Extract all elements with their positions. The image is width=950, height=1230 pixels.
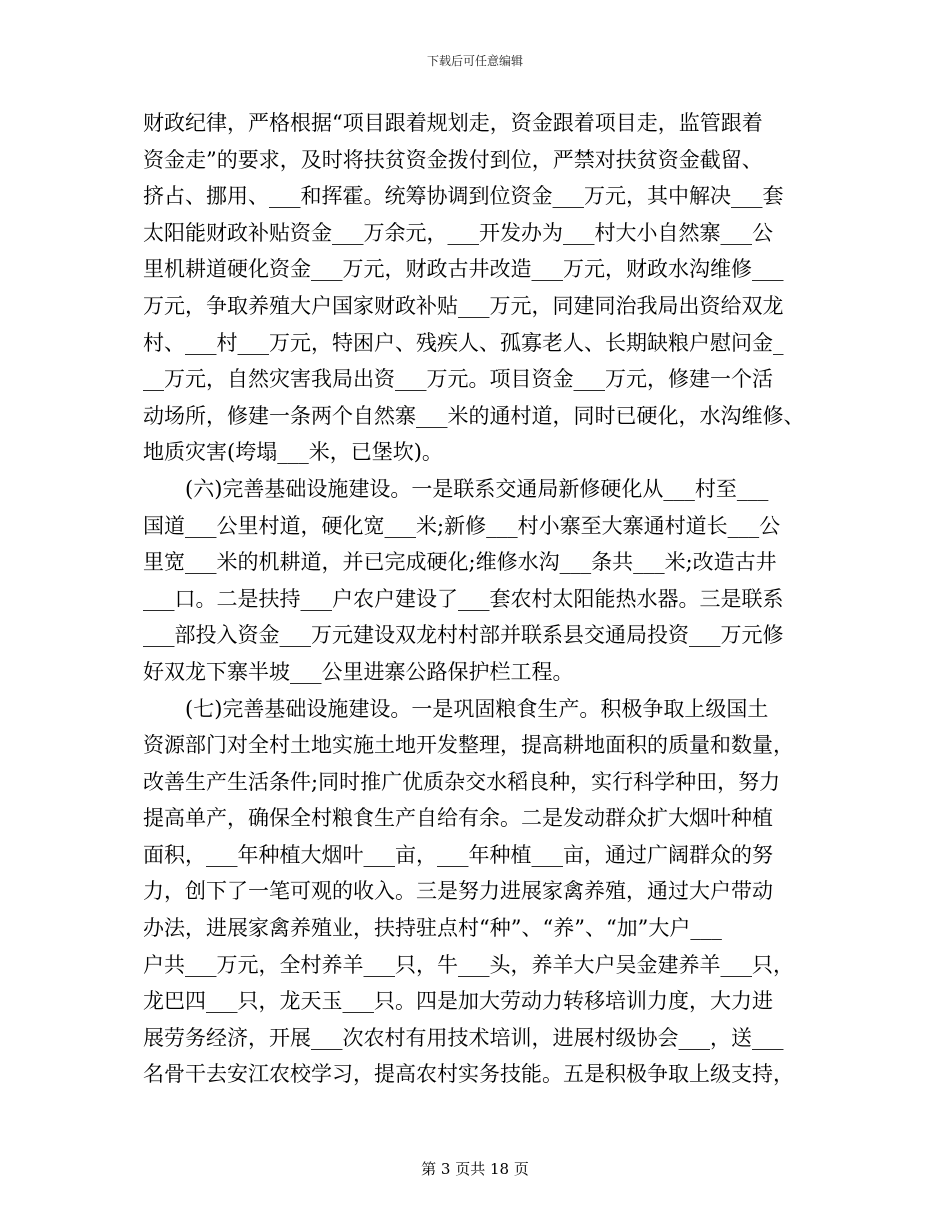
document-body	[143, 105, 821, 1093]
text-line: 财政纪律，严格根据“项目跟着规划走，资金跟着项目走，监管跟着	[143, 111, 763, 135]
text-line: 地质灾害(垮塌___米，已堡坎)。	[143, 440, 443, 465]
text-line: 提高单产，确保全村粮食生产自给有余。二是发动群众扩大烟叶种植	[143, 806, 773, 831]
text-line: 国道___公里村道，硬化宽___米;新修___村小寨至大寨通村道长___公	[143, 513, 781, 538]
text-line: 好双龙下寨半坡___公里进寨公路保护栏工程。	[143, 659, 574, 684]
text-line: 资源部门对全村土地实施土地开发整理，提高耕地面积的质量和数量，	[143, 733, 794, 758]
text-line: 改善生产生活条件;同时推广优质杂交水稻良种，实行科学种田，努力	[143, 769, 781, 794]
text-line: (六)完善基础设施建设。一是联系交通局新修硬化从___村至___	[185, 476, 769, 501]
text-line: 挤占、挪用、___和挥霍。统筹协调到位资金___万元，其中解决___套	[143, 184, 784, 209]
text-line: 展劳务经济，开展___次农村有用技术培训，进展村级协会___，送___	[143, 1025, 784, 1050]
text-line: 办法，进展家禽养殖业，扶持驻点村“种”、“养”、“加”大户___	[143, 916, 722, 941]
text-line: 资金走”的要求，及时将扶贫资金拨付到位，严禁对扶贫资金截留、	[143, 147, 763, 172]
text-line: 动场所，修建一条两个自然寨___米的通村道，同时已硬化，水沟维修、	[143, 403, 805, 428]
text-line: 村、___村___万元，特困户、残疾人、孤寡老人、长期缺粮户慰问金_	[143, 330, 784, 355]
page-header: 下载后可任意编辑	[426, 54, 523, 68]
text-line: __万元，自然灾害我局出资___万元。项目资金___万元，修建一个活	[143, 367, 773, 392]
text-line: 龙巴四___只，龙天玉___只。四是加大劳动力转移培训力度，大力进	[143, 989, 773, 1014]
text-line: 太阳能财政补贴资金___万余元，___开发办为___村大小自然寨___公	[143, 220, 773, 245]
text-line: 户共___万元，全村养羊___只，牛___头，养羊大户吴金建养羊___只，	[143, 952, 794, 977]
page-footer: 第 3 页共 18 页	[421, 1160, 529, 1178]
text-line: 里宽___米的机耕道，并已完成硬化;维修水沟___条共___米;改造古井	[143, 550, 777, 575]
text-line: ___部投入资金___万元建设双龙村村部并联系县交通局投资___万元修	[143, 623, 784, 648]
text-line: 万元，争取养殖大户国家财政补贴___万元，同建同治我局出资给双龙	[143, 293, 784, 318]
text-line: 名骨干去安江农校学习，提高农村实务技能。五是积极争取上级支持，	[143, 1062, 794, 1087]
text-line: (七)完善基础设施建设。一是巩固粮食生产。积极争取上级国土	[185, 696, 769, 721]
text-line: 里机耕道硬化资金___万元，财政古井改造___万元，财政水沟维修___	[143, 257, 784, 282]
text-line: 力，创下了一笔可观的收入。三是努力进展家禽养殖，通过大户带动	[143, 879, 773, 904]
text-line: ___口。二是扶持___户农户建设了___套农村太阳能热水器。三是联系	[143, 586, 784, 611]
text-line: 面积，___年种植大烟叶___亩，___年种植___亩，通过广阔群众的努	[143, 842, 773, 867]
